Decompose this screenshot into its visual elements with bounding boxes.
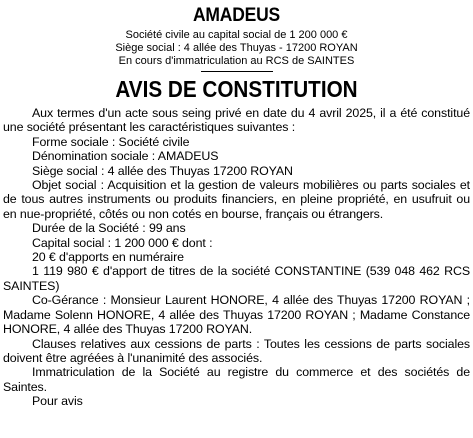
company-registered-office: Siège social : 4 allée des Thuyas - 17200 ROYAN [115,42,358,54]
notice-title: AVIS DE CONSTITUTION [115,76,358,102]
paragraph-co-management: Co-Gérance : Monsieur Laurent HONORE, 4 allée des Thuyas 17200 ROYAN ; Madame Solenn HONORE, 4 allée des Thuyas 17200 ROYAN ; Madame Constance HONORE, 4 allée des Thuyas 17200 ROYAN. [3,293,470,337]
paragraph-capital: Capital social : 1 200 000 € dont : [32,235,213,250]
paragraph-share-contribution: 1 119 980 € d'apport de titres de la société CONSTANTINE (539 048 462 RCS SAINTES) [3,264,470,293]
paragraph-registered-office: Siège social : 4 allée des Thuyas 17200 ROYAN [32,163,293,178]
company-registration-status: En cours d'immatriculation au RCS de SAINTES [118,55,355,67]
paragraph-company-name: Dénomination sociale : AMADEUS [32,149,219,164]
notice-body [3,106,470,409]
paragraph-intro: Aux termes d'un acte sous seing privé en date du 4 avril 2025, il a été constitué une société présentant les caractéristiques suivantes : [3,106,470,135]
paragraph-cash-contribution: 20 € d'apports en numéraire [32,250,184,265]
paragraph-share-transfer: Clauses relatives aux cessions de parts : Toutes les cessions de parts sociales doivent être agréées à l'unanimité des associés. [3,336,470,365]
paragraph-legal-form: Forme sociale : Société civile [32,134,190,149]
paragraph-purpose: Objet social : Acquisition et la gestion de valeurs mobilières ou parts sociales et de tous autres instruments ou produits financiers, en pleine propriété, en usufruit ou en nue-propriété, côtés ou non cotés en bourse, français ou étrangers. [3,178,470,221]
paragraph-duration: Durée de la Société : 99 ans [32,221,186,236]
company-capital: Société civile au capital social de 1 200 000 € [125,29,348,41]
company-name: AMADEUS [192,5,281,26]
paragraph-signoff: Pour avis [32,394,83,409]
paragraph-registration: Immatriculation de la Société au registre du commerce et des sociétés de Saintes. [3,365,470,394]
header-divider [201,71,273,72]
